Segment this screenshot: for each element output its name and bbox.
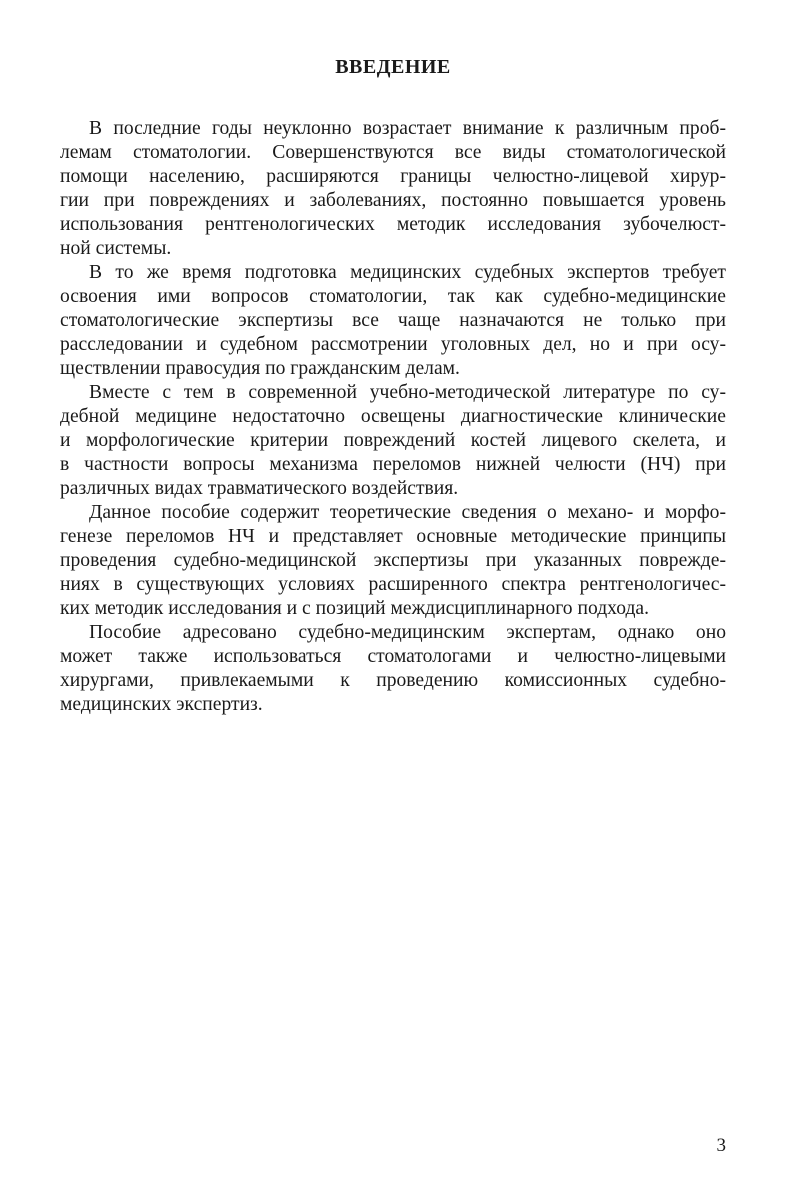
text-line: лемам стоматологии. Совершенствуются все виды стоматологической	[60, 142, 726, 163]
text-line: Вместе с тем в современной учебно-методической литературе по су-	[89, 382, 726, 403]
text-line: Данное пособие содержит теоретические сведения о механо- и морфо-	[89, 502, 726, 523]
paragraph-3	[60, 381, 726, 501]
text-line: В то же время подготовка медицинских судебных экспертов требует	[89, 262, 726, 283]
text-line: освоения ими вопросов стоматологии, так как судебно-медицинские	[60, 286, 726, 307]
text-line: в частности вопросы механизма переломов нижней челюсти (НЧ) при	[60, 454, 726, 475]
text-line: ной системы.	[60, 238, 172, 259]
paragraph-5	[60, 621, 726, 717]
text-line: помощи населению, расширяются границы челюстно-лицевой хирур-	[60, 166, 726, 187]
text-line: Пособие адресовано судебно-медицинским экспертам, однако оно	[89, 622, 726, 643]
text-line: расследовании и судебном рассмотрении уголовных дел, но и при осу-	[60, 334, 726, 355]
text-line: медицинских экспертиз.	[60, 694, 263, 715]
text-line: использования рентгенологических методик исследования зубочелюст-	[60, 214, 726, 235]
page-number: 3	[716, 1135, 726, 1156]
text-line: В последние годы неуклонно возрастает внимание к различным проб-	[89, 118, 726, 139]
paragraph-1	[60, 117, 726, 261]
page-title: ВВЕДЕНИЕ	[335, 56, 451, 78]
paragraph-4	[60, 501, 726, 621]
text-line: ществлении правосудия по гражданским делам.	[60, 358, 460, 379]
text-line: хирургами, привлекаемыми к проведению комиссионных судебно-	[60, 670, 726, 691]
body-text	[60, 117, 726, 717]
text-line: стоматологические экспертизы все чаще назначаются не только при	[60, 310, 726, 331]
text-line: проведения судебно-медицинской экспертизы при указанных поврежде-	[60, 550, 726, 571]
text-line: дебной медицине недостаточно освещены диагностические клинические	[60, 406, 726, 427]
paragraph-2	[60, 261, 726, 381]
text-line: ниях в существующих условиях расширенного спектра рентгенологичес-	[60, 574, 726, 595]
document-page	[60, 0, 726, 1182]
text-line: может также использоваться стоматологами и челюстно-лицевыми	[60, 646, 726, 667]
text-line: гии при повреждениях и заболеваниях, постоянно повышается уровень	[60, 190, 726, 211]
text-line: различных видах травматического воздействия.	[60, 478, 459, 499]
text-line: ких методик исследования и с позиций междисциплинарного подхода.	[60, 598, 650, 619]
text-line: и морфологические критерии повреждений костей лицевого скелета, и	[60, 430, 726, 451]
text-line: генезе переломов НЧ и представляет основные методические принципы	[60, 526, 726, 547]
